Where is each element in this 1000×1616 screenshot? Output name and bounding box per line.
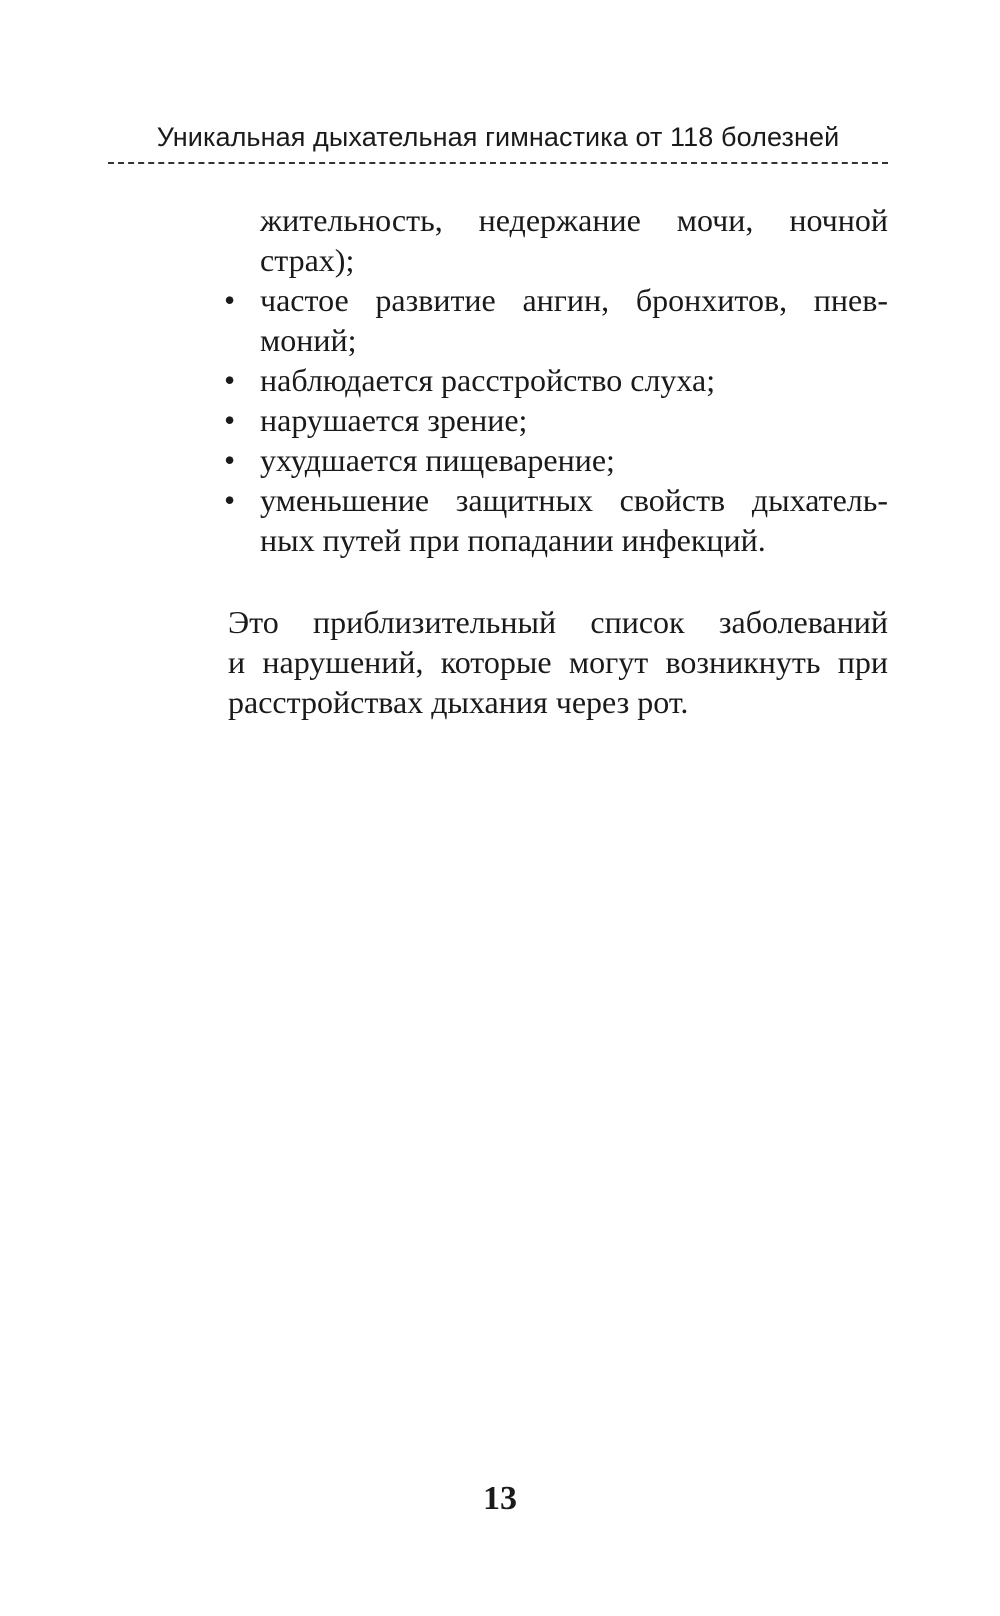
bullet-icon: • [224,442,236,478]
page-body [188,200,888,722]
running-head-title: Уникальная дыхательная гимнастика от 118 болезней [156,122,840,152]
symptom-list [188,200,888,560]
list-item [188,360,888,400]
page-number: 13 [483,1480,517,1517]
list-item-continuation [188,200,888,280]
list-item-line: ных путей при попадании инфекций. [260,522,766,558]
list-item-line: моний; [260,322,357,358]
closing-paragraph [188,602,888,722]
list-item-line: частое развитие ангин, бронхитов, пнев- [260,282,888,318]
list-item-line: нарушается зрение; [260,402,528,438]
list-item-line: наблюдается расстройство слуха; [260,362,716,398]
list-item [188,440,888,480]
bullet-icon: • [224,482,236,518]
list-item-line: ухудшается пищеварение; [260,442,615,478]
list-item-line: страх); [260,242,355,278]
bullet-icon: • [224,402,236,438]
bullet-icon: • [224,282,236,318]
paragraph-line: Это приблизительный список заболеваний [228,604,888,640]
header-dashed-rule [108,162,888,164]
list-item [188,400,888,440]
paragraph-line: расстройствах дыхания через рот. [228,684,689,720]
bullet-icon: • [224,362,236,398]
list-item-line: жительность, недержание мочи, ночной [260,202,888,238]
list-item [188,480,888,560]
list-item [188,280,888,360]
paragraph-line: и нарушений, которые могут возникнуть при [228,644,888,680]
list-item-line: уменьшение защитных свойств дыхатель- [260,482,888,518]
